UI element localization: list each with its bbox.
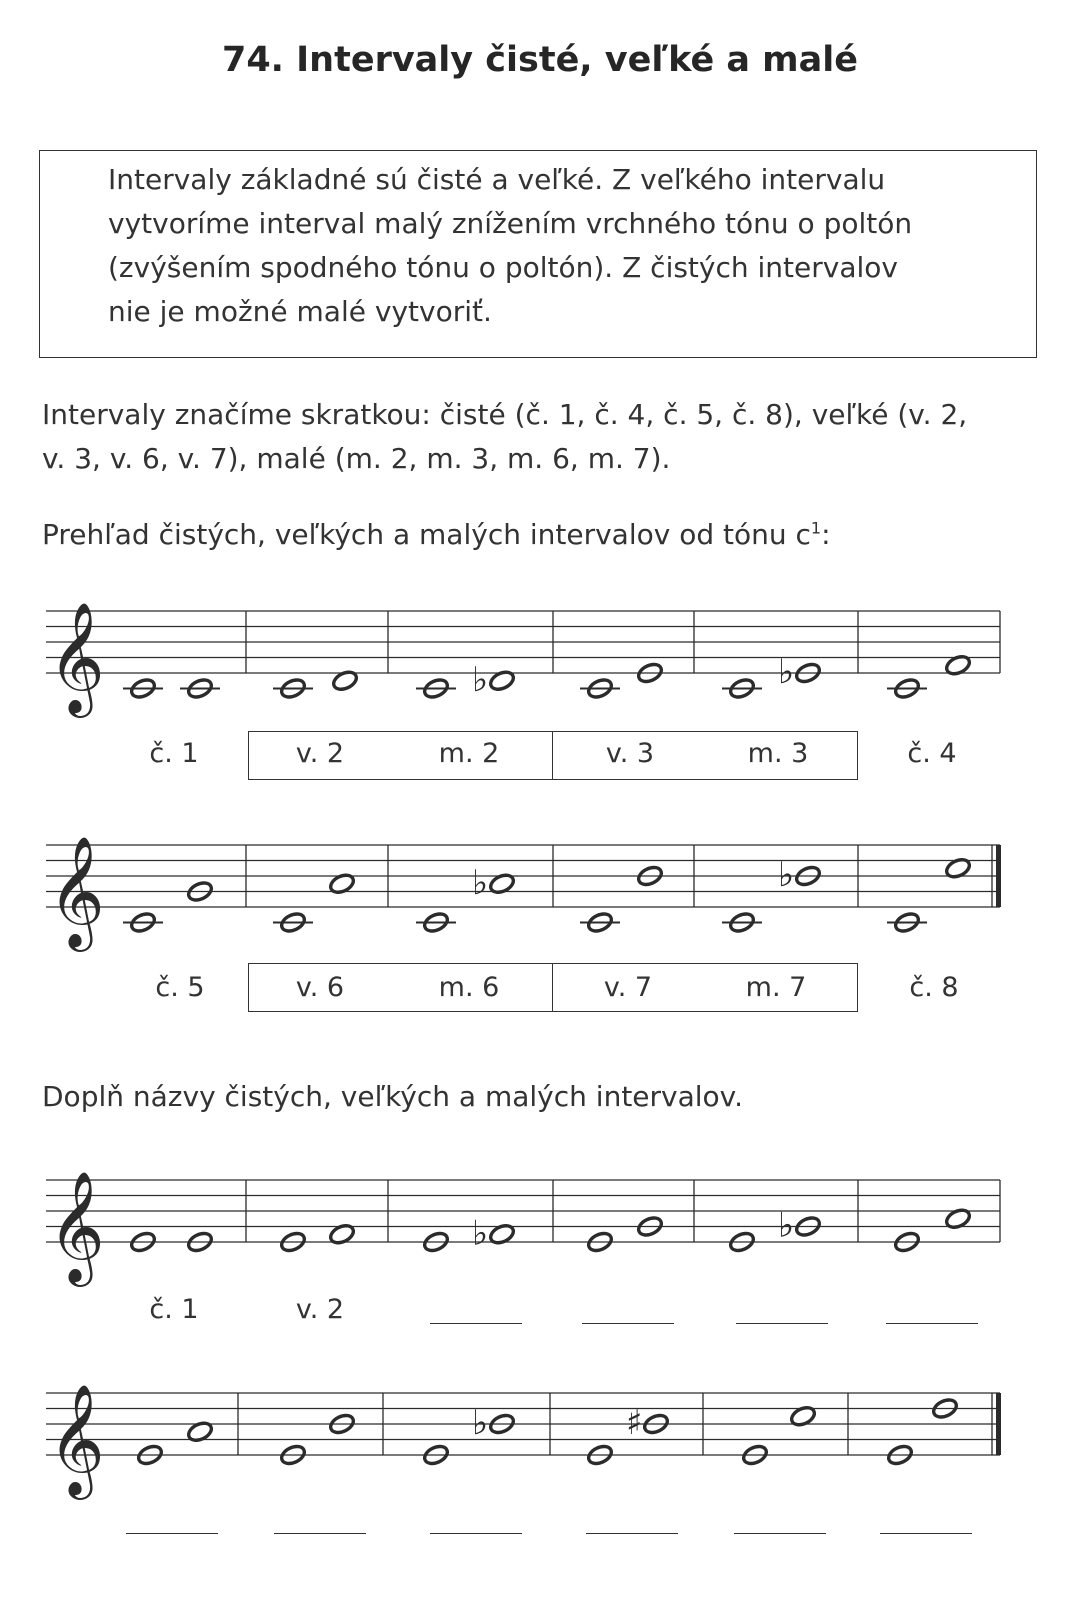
answer-blank-9[interactable] xyxy=(430,1533,522,1534)
answer-blank-3[interactable] xyxy=(430,1323,522,1324)
treble-clef-icon: 𝄞 xyxy=(48,1383,105,1495)
overview-superscript: 1 xyxy=(810,518,822,538)
row1-label-divider xyxy=(552,732,553,779)
row1-label-v3: v. 3 xyxy=(605,738,655,769)
row1-label-m3: m. 3 xyxy=(747,738,809,769)
info-line-4: nie je možné malé vytvoriť. xyxy=(108,295,492,328)
answer-blank-7[interactable] xyxy=(126,1533,218,1534)
staff-2 xyxy=(0,820,1080,960)
info-line-3: (zvýšením spodného tónu o poltón). Z čistých intervalov xyxy=(108,251,898,284)
answer-blank-5[interactable] xyxy=(736,1323,828,1324)
flat-icon: ♭ xyxy=(472,659,489,700)
overview-text: Prehľad čistých, veľkých a malých intervalov od tónu c xyxy=(42,518,811,551)
answer-blank-8[interactable] xyxy=(274,1533,366,1534)
info-line-1: Intervaly základné sú čisté a veľké. Z veľkého intervalu xyxy=(108,163,886,196)
row2-label-v7: v. 7 xyxy=(603,972,653,1003)
staff-4 xyxy=(0,1370,1080,1510)
flat-icon: ♭ xyxy=(472,1403,489,1443)
flat-icon: ♭ xyxy=(778,1205,795,1246)
answer-blank-11[interactable] xyxy=(734,1533,826,1534)
row2-label-c8: č. 8 xyxy=(909,972,959,1003)
info-line-2: vytvoríme interval malý znížením vrchného tónu o poltón xyxy=(108,207,913,240)
answer-blank-6[interactable] xyxy=(886,1323,978,1324)
answer-blank-12[interactable] xyxy=(880,1533,972,1534)
answer-blank-4[interactable] xyxy=(582,1323,674,1324)
final-bar-thick xyxy=(996,845,1001,907)
flat-icon: ♭ xyxy=(778,652,795,692)
notation-line-1: Intervaly značíme skratkou: čisté (č. 1, č. 4, č. 5, č. 8), veľké (v. 2, xyxy=(42,398,968,431)
sharp-icon: ♯ xyxy=(626,1403,643,1443)
treble-clef-icon: 𝄞 xyxy=(48,601,105,713)
row2-label-m6: m. 6 xyxy=(438,972,500,1003)
row1-label-m2: m. 2 xyxy=(438,738,500,769)
staff-1 xyxy=(0,590,1080,730)
flat-icon: ♭ xyxy=(472,1213,489,1254)
row1-label-v2: v. 2 xyxy=(295,738,345,769)
overview-tail: : xyxy=(821,518,831,551)
answer-blank-10[interactable] xyxy=(586,1533,678,1534)
treble-clef-icon: 𝄞 xyxy=(48,835,105,947)
overview-heading xyxy=(42,518,831,551)
exercise-label-v2: v. 2 xyxy=(295,1294,345,1325)
notation-line-2: v. 3, v. 6, v. 7), malé (m. 2, m. 3, m. 6, m. 7). xyxy=(42,442,671,475)
row2-label-m7: m. 7 xyxy=(745,972,807,1003)
flat-icon: ♭ xyxy=(472,862,489,903)
row1-label-c1: č. 1 xyxy=(149,738,199,769)
staff-3 xyxy=(0,1160,1080,1300)
row1-label-c4: č. 4 xyxy=(907,738,957,769)
row2-label-c5: č. 5 xyxy=(155,972,205,1003)
exercise-label-c1: č. 1 xyxy=(149,1294,199,1325)
final-bar-thick xyxy=(996,1393,1001,1455)
page-title: 74. Intervaly čisté, veľké a malé xyxy=(221,40,859,80)
treble-clef-icon: 𝄞 xyxy=(48,1170,105,1282)
row2-label-divider xyxy=(552,964,553,1011)
flat-icon: ♭ xyxy=(778,855,795,895)
exercise-instruction: Doplň názvy čistých, veľkých a malých intervalov. xyxy=(42,1080,743,1113)
row2-label-v6: v. 6 xyxy=(295,972,345,1003)
